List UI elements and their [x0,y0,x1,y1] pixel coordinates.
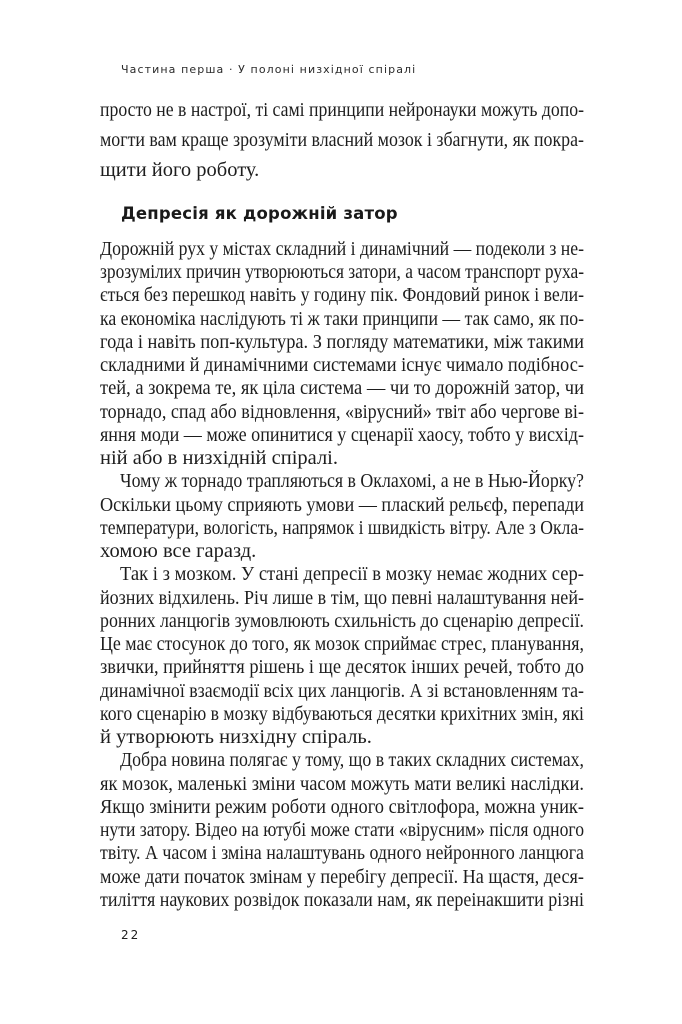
text-line-content: года і навіть поп-культура. З погляду математики, між такими [100,330,585,353]
text-line-content: Дорожній рух у містах складний і динамічний — подеколи з не- [100,238,584,260]
text-line [0,354,682,377]
text-line-content: яння моди — може опинитися у сценарії хаосу, тобто у висхід- [100,423,584,446]
text-line-content: нути затору. Відео на ютубі може стати «вірусним» після одного [100,819,585,842]
text-line [0,540,682,563]
text-line [0,447,682,470]
text-line [0,238,682,261]
text-line-content: щити його роботу. [100,159,260,181]
text-line [0,819,682,842]
text-line-content: тей, а зокрема те, як ціла система — чи то дорожній затор, чи [100,377,584,400]
text-line [0,680,682,703]
text-line-content: складними й динамічними системами існує чимало подібнос- [100,354,584,377]
text-line [0,726,682,749]
text-line [0,401,682,424]
text-line [0,796,682,819]
text-line [0,633,682,656]
text-line-content: ронних ланцюгів зумовлюють схильність до сценарію депресії. [100,609,585,632]
running-head: Частина перша · У полоні низхідної спіралі [121,63,417,76]
text-line-content: ка економіка наслідують ті ж таки принципи — так само, як по- [100,307,584,330]
text-line [0,494,682,517]
text-line [0,517,682,540]
text-line-content: хомою все гаразд. [100,540,257,563]
section-heading: Депресія як дорожній затор [121,204,398,223]
text-line [0,331,682,354]
text-line [0,656,682,679]
text-line [0,99,682,122]
text-line-content: просто не в настрої, ті самі принципи нейронауки можуть допо- [100,99,585,121]
text-line [0,284,682,307]
text-line [0,866,682,889]
text-line-content: зрозумілих причин утворюються затори, а часом транспорт руха- [100,261,585,284]
text-line-content: Чому ж торнадо трапляються в Оклахомі, а не в Нью-Йорку? [120,470,584,493]
text-line-content: динамічної взаємодії всіх цих ланцюгів. А зі встановленням та- [100,679,584,702]
text-line [0,773,682,796]
text-line-content: Так і з мозком. У стані депресії в мозку немає жодних сер- [120,563,584,586]
text-line [0,889,682,912]
text-line [0,377,682,400]
text-line-content: звички, прийняття рішень і ще десяток інших речей, тобто до [100,656,585,679]
text-line [0,587,682,610]
text-line-content: йозних відхилень. Річ лише в тім, що певні налаштування ней- [100,586,584,609]
page-number: 22 [121,928,141,942]
text-line-content: ній або в низхідній спіралі. [100,447,338,470]
text-line-content: Добра новина полягає у тому, що в таких складних системах, [120,749,584,772]
text-line-content: як мозок, маленькі зміни часом можуть мати великі наслідки. [100,772,585,795]
text-line [0,159,682,182]
text-line-content: температури, вологість, напрямок і швидкість вітру. Але з Окла- [100,516,585,539]
text-line [0,470,682,493]
text-line [0,424,682,447]
text-line-content: твіту. А часом і зміна налаштувань одного нейронного ланцюга [100,842,585,865]
text-line-content: Це має стосунок до того, як мозок сприймає стрес, планування, [100,633,584,656]
text-line-content: тиліття наукових розвідок показали нам, як переінакшити різні [100,888,584,911]
text-line-content: й утворюють низхідну спіраль. [100,726,372,749]
text-line [0,842,682,865]
text-line-content: Якщо змінити режим роботи одного світлофора, можна уник- [100,795,585,818]
text-line-content: ється без перешкод навіть у годину пік. Фондовий ринок і вели- [100,284,584,307]
text-line-content: кого сценарію в мозку відбуваються десятки крихітних змін, які [100,702,584,725]
text-line [0,129,682,152]
text-line [0,261,682,284]
text-line [0,563,682,586]
text-line [0,308,682,331]
text-line-content: могти вам краще зрозуміти власний мозок і збагнути, як покра- [100,129,585,151]
text-line-content: може дати початок змінам у перебігу депресії. На щастя, деся- [100,865,584,888]
text-line [0,703,682,726]
text-line-content: торнадо, спад або відновлення, «вірусний» твіт або чергове ві- [100,400,584,423]
text-line [0,749,682,772]
text-line [0,610,682,633]
text-line-content: Оскільки цьому сприяють умови — плаский рельєф, перепади [100,493,585,516]
